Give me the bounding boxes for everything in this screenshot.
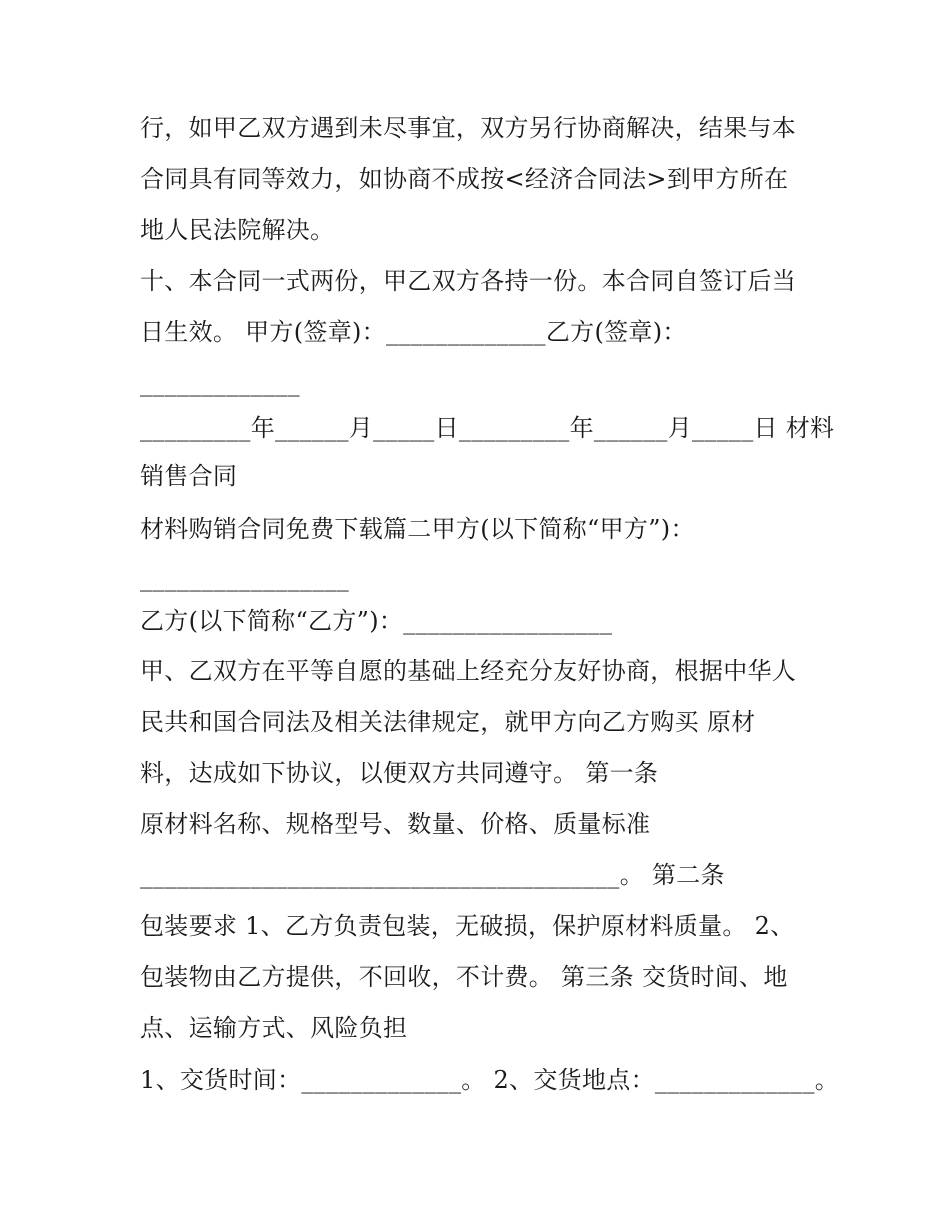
text-line: 1、交货时间：_____________。 2、交货地点：_____________。 xyxy=(140,1066,840,1094)
text-line: 原材料名称、规格型号、数量、价格、质量标准 xyxy=(140,810,651,838)
blank-line: _____________ xyxy=(140,369,300,397)
text-line: 材料购销合同免费下载篇二甲方(以下简称“甲方”)： xyxy=(140,515,695,543)
text-line: 十、本合同一式两份，甲乙双方各持一份。本合同自签订后当 xyxy=(140,267,797,295)
text-line: 料，达成如下协议，以便双方共同遵守。 第一条 xyxy=(140,759,659,787)
date-line: _________年______月_____日_________年______月_____日 材料 xyxy=(140,414,835,442)
text-line: 点、运输方式、风险负担 xyxy=(140,1014,408,1042)
blank-line: _________________ xyxy=(140,564,350,592)
text-line: 乙方(以下简称“乙方”)：_________________ xyxy=(140,607,613,635)
signature-line: 日生效。 甲方(签章)：_____________乙方(签章)： xyxy=(140,318,687,346)
text-line: 包装要求 1、乙方负责包装，无破损，保护原材料质量。 2、 xyxy=(140,912,795,940)
text-line: 销售合同 xyxy=(140,462,238,490)
text-line: 行，如甲乙双方遇到未尽事宜，双方另行协商解决，结果与本 xyxy=(140,114,797,142)
text-line: 地人民法院解决。 xyxy=(140,216,335,244)
text-line: 合同具有同等效力，如协商不成按<经济合同法>到甲方所在 xyxy=(140,165,789,193)
text-line: 民共和国合同法及相关法律规定，就甲方向乙方购买 原材 xyxy=(140,708,756,736)
text-line: 甲、乙双方在平等自愿的基础上经充分友好协商，根据中华人 xyxy=(140,657,797,685)
text-line: 包装物由乙方提供，不回收，不计费。 第三条 交货时间、地 xyxy=(140,963,788,991)
text-line: _______________________________________。 第二条 xyxy=(140,861,725,889)
